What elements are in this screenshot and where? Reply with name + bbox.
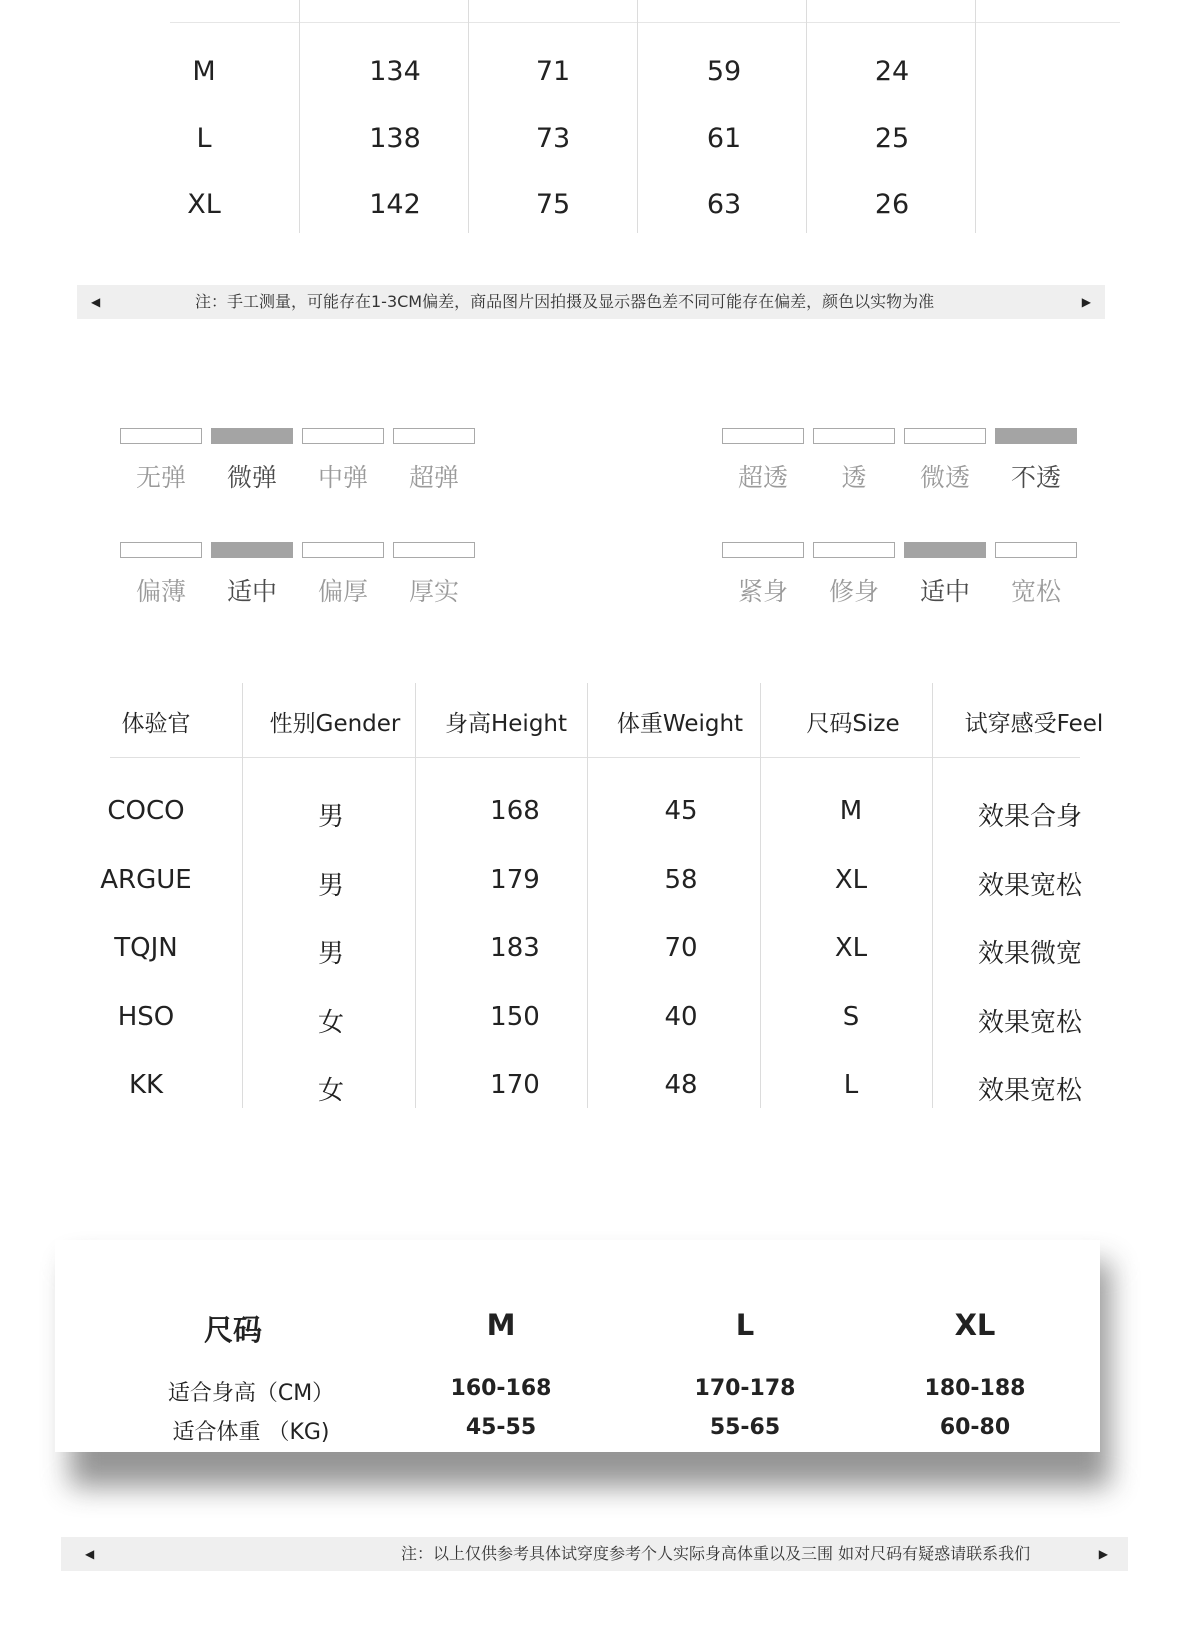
table-cell: 63 bbox=[706, 189, 742, 220]
scale-indicator bbox=[120, 542, 202, 558]
table-cell: 73 bbox=[535, 123, 571, 154]
table-cell: 男 bbox=[317, 870, 345, 901]
table-cell: 女 bbox=[317, 1076, 345, 1106]
table-cell: 40 bbox=[664, 1001, 698, 1032]
column-divider bbox=[637, 0, 638, 233]
scale-indicator bbox=[904, 428, 986, 444]
table-cell: 男 bbox=[317, 802, 345, 832]
table-cell: 26 bbox=[874, 189, 910, 220]
arrow-right-icon[interactable]: ▶ bbox=[1098, 1547, 1108, 1561]
note-bar bbox=[61, 1537, 1128, 1571]
table-header: 性别Gender bbox=[269, 711, 401, 737]
table-divider bbox=[110, 757, 1080, 758]
table-cell: 48 bbox=[664, 1070, 698, 1100]
scale-label: 超透 bbox=[737, 463, 788, 492]
table-cell: 70 bbox=[664, 933, 698, 963]
tester-name: ARGUE bbox=[100, 864, 192, 895]
note-bar bbox=[77, 285, 1105, 319]
arrow-left-icon[interactable]: ◀ bbox=[85, 1547, 95, 1561]
table-cell: L bbox=[843, 1070, 859, 1100]
table-header: 体验官 bbox=[121, 711, 191, 737]
table-cell: 59 bbox=[706, 56, 742, 87]
scale-label: 中弹 bbox=[317, 463, 368, 492]
scale-indicator bbox=[722, 428, 804, 444]
scale-label: 不透 bbox=[1010, 463, 1061, 492]
table-cell: 142 bbox=[369, 189, 421, 220]
table-cell: 效果宽松 bbox=[977, 870, 1083, 901]
scale-indicator bbox=[211, 542, 293, 558]
scale-indicator bbox=[995, 428, 1077, 444]
scale-label: 修身 bbox=[828, 577, 879, 606]
size-header: L bbox=[735, 1308, 755, 1342]
scale-indicator bbox=[995, 542, 1077, 558]
column-divider bbox=[760, 683, 761, 1108]
column-divider bbox=[468, 0, 469, 233]
scale-label: 无弹 bbox=[135, 463, 186, 492]
table-cell: 75 bbox=[535, 189, 571, 220]
scale-indicator bbox=[722, 542, 804, 558]
scale-indicator bbox=[211, 428, 293, 444]
size-cell: M bbox=[192, 56, 216, 87]
column-divider bbox=[806, 0, 807, 233]
scale-label: 微透 bbox=[919, 463, 970, 492]
table-cell: 183 bbox=[490, 933, 540, 963]
table-cell: 效果微宽 bbox=[977, 939, 1083, 969]
scale-indicator bbox=[904, 542, 986, 558]
note-text: 注：以上仅供参考具体试穿度参考个人实际身高体重以及三围 如对尺码有疑惑请联系我们 bbox=[401, 1544, 1031, 1563]
arrow-left-icon[interactable]: ◀ bbox=[91, 295, 101, 309]
table-cell: XL bbox=[834, 933, 868, 963]
scale-indicator bbox=[120, 428, 202, 444]
tester-name: COCO bbox=[107, 796, 185, 826]
scale-label: 适中 bbox=[919, 577, 970, 606]
size-table bbox=[0, 0, 1200, 245]
scale-indicator bbox=[302, 428, 384, 444]
table-header: 试穿感受Feel bbox=[964, 711, 1104, 737]
arrow-right-icon[interactable]: ▶ bbox=[1081, 295, 1091, 309]
table-header: 体重Weight bbox=[616, 711, 744, 737]
table-cell: 女 bbox=[317, 1007, 345, 1038]
scale-label: 透 bbox=[841, 463, 867, 492]
scale-label: 偏厚 bbox=[317, 577, 368, 606]
column-divider bbox=[242, 683, 243, 1108]
table-cell: 138 bbox=[369, 123, 421, 154]
table-cell: 男 bbox=[317, 939, 345, 969]
scale-indicator bbox=[393, 428, 475, 444]
scale-indicator bbox=[393, 542, 475, 558]
table-cell: XL bbox=[834, 864, 868, 895]
weight-range: 45-55 bbox=[465, 1415, 537, 1440]
table-cell: M bbox=[839, 796, 863, 826]
scale-label: 偏薄 bbox=[135, 577, 186, 606]
scale-label: 厚实 bbox=[408, 577, 459, 606]
table-cell: 效果宽松 bbox=[977, 1007, 1083, 1038]
table-divider bbox=[170, 22, 1120, 23]
weight-label: 适合体重 （KG) bbox=[172, 1420, 330, 1445]
column-divider bbox=[932, 683, 933, 1108]
table-cell: 45 bbox=[664, 796, 698, 826]
table-cell: 179 bbox=[490, 864, 540, 895]
table-cell: 71 bbox=[535, 56, 571, 87]
height-range: 170-178 bbox=[694, 1376, 796, 1401]
size-header-label: 尺码 bbox=[203, 1313, 263, 1347]
suggestion-card bbox=[55, 1240, 1100, 1452]
table-header: 尺码Size bbox=[806, 711, 900, 737]
scale-label: 紧身 bbox=[737, 577, 788, 606]
scale-indicator bbox=[813, 542, 895, 558]
note-text: 注：手工测量，可能存在1-3CM偏差，商品图片因拍摄及显示器色差不同可能存在偏差，颜色以实物为准 bbox=[195, 292, 935, 311]
weight-range: 55-65 bbox=[709, 1415, 781, 1440]
scale-indicator bbox=[813, 428, 895, 444]
scale-indicator bbox=[302, 542, 384, 558]
size-header: M bbox=[486, 1308, 516, 1342]
height-range: 180-188 bbox=[924, 1376, 1026, 1401]
scale-label: 微弹 bbox=[226, 463, 277, 492]
table-cell: 24 bbox=[874, 56, 910, 87]
size-header: XL bbox=[954, 1308, 996, 1342]
table-cell: 58 bbox=[664, 864, 698, 895]
scale-label: 超弹 bbox=[408, 463, 459, 492]
table-cell: 61 bbox=[706, 123, 742, 154]
scale-label: 宽松 bbox=[1010, 577, 1061, 606]
table-cell: 150 bbox=[490, 1001, 540, 1032]
height-label: 适合身高（CM） bbox=[167, 1381, 335, 1406]
table-cell: 134 bbox=[369, 56, 421, 87]
table-cell: 效果合身 bbox=[977, 802, 1083, 832]
tester-name: KK bbox=[128, 1070, 164, 1100]
column-divider bbox=[975, 0, 976, 233]
table-cell: 25 bbox=[874, 123, 910, 154]
column-divider bbox=[299, 0, 300, 233]
tester-name: TQJN bbox=[114, 933, 178, 963]
column-divider bbox=[587, 683, 588, 1108]
size-cell: L bbox=[196, 123, 212, 154]
table-cell: S bbox=[842, 1001, 860, 1032]
size-cell: XL bbox=[187, 189, 221, 220]
table-cell: 170 bbox=[490, 1070, 540, 1100]
tester-name: HSO bbox=[117, 1001, 175, 1032]
table-cell: 效果宽松 bbox=[977, 1076, 1083, 1106]
column-divider bbox=[415, 683, 416, 1108]
table-header: 身高Height bbox=[444, 711, 568, 737]
scale-label: 适中 bbox=[226, 577, 277, 606]
height-range: 160-168 bbox=[450, 1376, 552, 1401]
weight-range: 60-80 bbox=[939, 1415, 1011, 1440]
table-cell: 168 bbox=[490, 796, 540, 826]
